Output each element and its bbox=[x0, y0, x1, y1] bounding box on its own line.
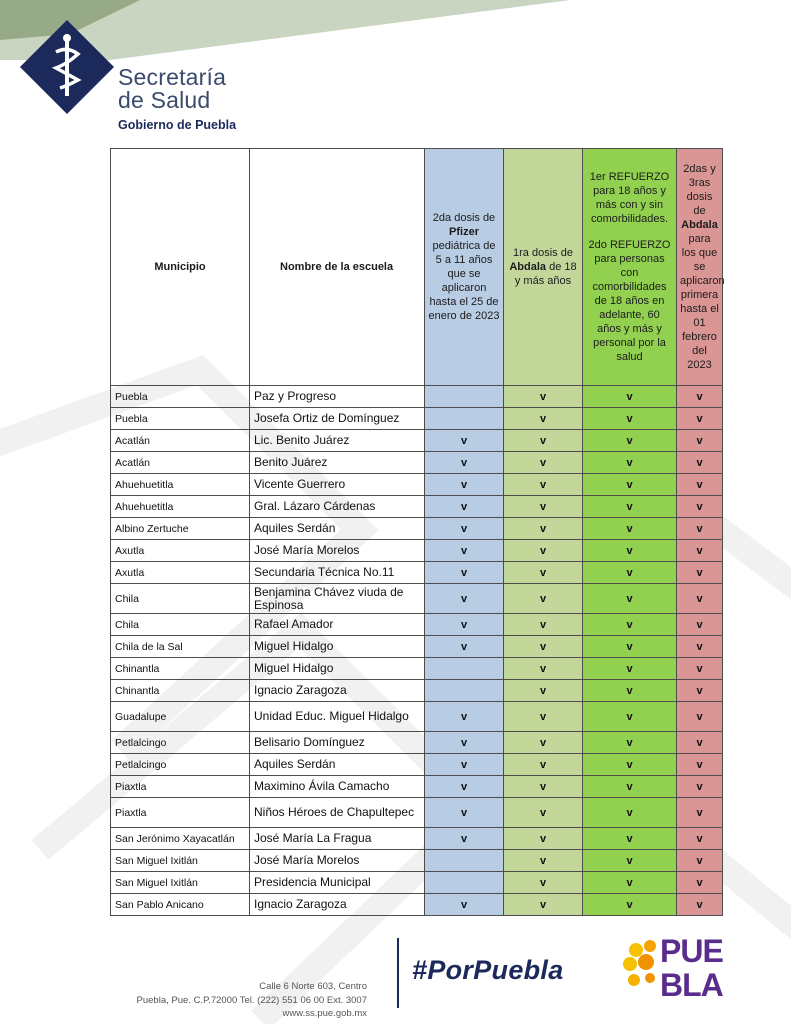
cell-check-col1: v bbox=[425, 702, 504, 732]
cell-check-col2: v bbox=[504, 828, 583, 850]
table-row bbox=[111, 518, 723, 540]
footer-address bbox=[137, 980, 367, 1021]
cell-escuela: Gral. Lázaro Cárdenas bbox=[250, 496, 425, 518]
cell-check-col3: v bbox=[583, 408, 677, 430]
cell-escuela: Lic. Benito Juárez bbox=[250, 430, 425, 452]
cell-check-col2: v bbox=[504, 562, 583, 584]
header-c2-pre: 1ra dosis de bbox=[513, 247, 573, 259]
cell-check-col4: v bbox=[677, 754, 723, 776]
cell-escuela: Rafael Amador bbox=[250, 614, 425, 636]
cell-check-col3: v bbox=[583, 828, 677, 850]
cell-check-col1: v bbox=[425, 584, 504, 614]
cell-municipio: Piaxtla bbox=[111, 776, 250, 798]
cell-check-col2: v bbox=[504, 584, 583, 614]
address-line-3: www.ss.pue.gob.mx bbox=[282, 1008, 367, 1019]
cell-check-col4: v bbox=[677, 702, 723, 732]
header-abdala-second-third-dose bbox=[677, 149, 723, 386]
cell-check-col3: v bbox=[583, 658, 677, 680]
cell-check-col1: v bbox=[425, 496, 504, 518]
cell-check-col3: v bbox=[583, 496, 677, 518]
cell-escuela: Benjamina Chávez viuda de Espinosa bbox=[250, 584, 425, 614]
cell-check-col2: v bbox=[504, 386, 583, 408]
puebla-logo-text-bottom: BLA bbox=[660, 967, 723, 1003]
cell-municipio: Albino Zertuche bbox=[111, 518, 250, 540]
cell-check-col1: v bbox=[425, 562, 504, 584]
cell-check-col3: v bbox=[583, 680, 677, 702]
cell-check-col4: v bbox=[677, 452, 723, 474]
cell-check-col3: v bbox=[583, 754, 677, 776]
cell-municipio: San Miguel Ixitlán bbox=[111, 872, 250, 894]
cell-check-col2: v bbox=[504, 798, 583, 828]
cell-check-col3: v bbox=[583, 540, 677, 562]
cell-check-col4: v bbox=[677, 474, 723, 496]
table-header-row bbox=[111, 149, 723, 386]
table-row bbox=[111, 702, 723, 732]
header-pfizer-second-dose bbox=[425, 149, 504, 386]
table-row bbox=[111, 386, 723, 408]
cell-check-col1 bbox=[425, 386, 504, 408]
cell-check-col2: v bbox=[504, 894, 583, 916]
cell-check-col3: v bbox=[583, 636, 677, 658]
cell-check-col3: v bbox=[583, 474, 677, 496]
cell-municipio: Puebla bbox=[111, 386, 250, 408]
cell-check-col1: v bbox=[425, 474, 504, 496]
title-line-1: Secretaría bbox=[118, 64, 227, 90]
cell-escuela: José María Morelos bbox=[250, 850, 425, 872]
header-c3-part1: 1er REFUERZO para 18 años y más con y sin comorbilidades. bbox=[589, 171, 670, 225]
cell-municipio: Chila de la Sal bbox=[111, 636, 250, 658]
cell-escuela: José María La Fragua bbox=[250, 828, 425, 850]
cell-check-col2: v bbox=[504, 850, 583, 872]
table-row bbox=[111, 798, 723, 828]
address-line-1: Calle 6 Norte 603, Centro bbox=[259, 981, 367, 992]
header-c4-post: para los que se aplicaron primera hasta el 01 febrero del 2023 bbox=[680, 233, 725, 371]
cell-check-col4: v bbox=[677, 732, 723, 754]
cell-municipio: Chinantla bbox=[111, 680, 250, 702]
cell-check-col2: v bbox=[504, 872, 583, 894]
cell-municipio: San Miguel Ixitlán bbox=[111, 850, 250, 872]
gobierno-puebla-subtitle: Gobierno de Puebla bbox=[118, 118, 237, 132]
cell-check-col2: v bbox=[504, 732, 583, 754]
header-c1-pre: 2da dosis de bbox=[432, 212, 496, 224]
header-c3-part2: 2do REFUERZO para personas con comorbilidades de 18 años en adelante, 60 años y más y personal por la salud bbox=[588, 239, 671, 363]
cell-check-col1: v bbox=[425, 430, 504, 452]
cell-check-col4: v bbox=[677, 776, 723, 798]
cell-municipio: Ahuehuetitla bbox=[111, 496, 250, 518]
cell-check-col2: v bbox=[504, 452, 583, 474]
cell-check-col2: v bbox=[504, 754, 583, 776]
puebla-logo-text-top: PUE bbox=[660, 933, 723, 969]
cell-check-col3: v bbox=[583, 452, 677, 474]
cell-check-col1: v bbox=[425, 776, 504, 798]
cell-escuela: Aquiles Serdán bbox=[250, 754, 425, 776]
cell-check-col4: v bbox=[677, 850, 723, 872]
cell-municipio: Piaxtla bbox=[111, 798, 250, 828]
header-c1-bold: Pfizer bbox=[449, 226, 479, 238]
cell-escuela: Ignacio Zaragoza bbox=[250, 894, 425, 916]
header-c2-bold: Abdala bbox=[509, 261, 547, 273]
cell-check-col1: v bbox=[425, 828, 504, 850]
cell-check-col1: v bbox=[425, 732, 504, 754]
table-row bbox=[111, 828, 723, 850]
table-row bbox=[111, 850, 723, 872]
cell-escuela: Miguel Hidalgo bbox=[250, 658, 425, 680]
title-line-2: de Salud bbox=[118, 87, 211, 113]
cell-check-col2: v bbox=[504, 408, 583, 430]
cell-check-col4: v bbox=[677, 408, 723, 430]
cell-municipio: Ahuehuetitla bbox=[111, 474, 250, 496]
table-body bbox=[111, 386, 723, 916]
vaccination-schools-table bbox=[110, 148, 723, 916]
table-row bbox=[111, 636, 723, 658]
cell-check-col3: v bbox=[583, 518, 677, 540]
cell-escuela: Benito Juárez bbox=[250, 452, 425, 474]
cell-check-col4: v bbox=[677, 584, 723, 614]
cell-escuela: Aquiles Serdán bbox=[250, 518, 425, 540]
table-row bbox=[111, 614, 723, 636]
cell-check-col4: v bbox=[677, 496, 723, 518]
table-row bbox=[111, 732, 723, 754]
cell-check-col4: v bbox=[677, 386, 723, 408]
footer-divider bbox=[397, 938, 399, 1008]
cell-check-col4: v bbox=[677, 798, 723, 828]
header-c1-post: pediátrica de 5 a 11 años que se aplicaron hasta el 25 de enero de 2023 bbox=[428, 240, 500, 322]
table-row bbox=[111, 562, 723, 584]
cell-municipio: Axutla bbox=[111, 562, 250, 584]
table-row bbox=[111, 452, 723, 474]
cell-municipio: Guadalupe bbox=[111, 702, 250, 732]
cell-check-col3: v bbox=[583, 702, 677, 732]
cell-check-col4: v bbox=[677, 828, 723, 850]
header-c2-post: de 18 y más años bbox=[514, 261, 577, 287]
cell-escuela: Maximino Ávila Camacho bbox=[250, 776, 425, 798]
cell-check-col2: v bbox=[504, 614, 583, 636]
cell-municipio: Petlalcingo bbox=[111, 754, 250, 776]
cell-municipio: Chila bbox=[111, 614, 250, 636]
cell-check-col1 bbox=[425, 658, 504, 680]
cell-municipio: Axutla bbox=[111, 540, 250, 562]
table-row bbox=[111, 430, 723, 452]
cell-check-col3: v bbox=[583, 872, 677, 894]
por-puebla-hashtag: #PorPuebla bbox=[412, 955, 564, 985]
cell-check-col2: v bbox=[504, 540, 583, 562]
cell-check-col4: v bbox=[677, 562, 723, 584]
cell-check-col1 bbox=[425, 850, 504, 872]
cell-check-col3: v bbox=[583, 894, 677, 916]
cell-check-col3: v bbox=[583, 584, 677, 614]
header-booster-doses bbox=[583, 149, 677, 386]
cell-escuela: Belisario Domínguez bbox=[250, 732, 425, 754]
table-row bbox=[111, 408, 723, 430]
cell-escuela: Vicente Guerrero bbox=[250, 474, 425, 496]
table-row bbox=[111, 754, 723, 776]
cell-check-col2: v bbox=[504, 658, 583, 680]
header-municipio: Municipio bbox=[111, 149, 250, 386]
cell-escuela: Niños Héroes de Chapultepec bbox=[250, 798, 425, 828]
header-c4-pre: 2das y 3ras dosis de bbox=[683, 163, 716, 217]
cell-check-col3: v bbox=[583, 386, 677, 408]
cell-check-col4: v bbox=[677, 614, 723, 636]
cell-escuela: Paz y Progreso bbox=[250, 386, 425, 408]
cell-check-col4: v bbox=[677, 680, 723, 702]
table-row bbox=[111, 474, 723, 496]
table-row bbox=[111, 680, 723, 702]
cell-check-col2: v bbox=[504, 702, 583, 732]
cell-check-col3: v bbox=[583, 798, 677, 828]
cell-check-col1: v bbox=[425, 798, 504, 828]
cell-municipio: Acatlán bbox=[111, 430, 250, 452]
cell-municipio: Puebla bbox=[111, 408, 250, 430]
cell-check-col3: v bbox=[583, 614, 677, 636]
cell-municipio: Chinantla bbox=[111, 658, 250, 680]
cell-check-col2: v bbox=[504, 776, 583, 798]
cell-check-col3: v bbox=[583, 562, 677, 584]
cell-check-col1 bbox=[425, 680, 504, 702]
cell-check-col1: v bbox=[425, 540, 504, 562]
cell-check-col4: v bbox=[677, 894, 723, 916]
cell-check-col1: v bbox=[425, 518, 504, 540]
cell-check-col4: v bbox=[677, 518, 723, 540]
table-row bbox=[111, 540, 723, 562]
cell-check-col3: v bbox=[583, 776, 677, 798]
cell-check-col2: v bbox=[504, 474, 583, 496]
cell-check-col4: v bbox=[677, 658, 723, 680]
cell-municipio: San Pablo Anicano bbox=[111, 894, 250, 916]
cell-check-col2: v bbox=[504, 636, 583, 658]
cell-check-col4: v bbox=[677, 540, 723, 562]
table-row bbox=[111, 496, 723, 518]
header-banner-shape bbox=[0, 0, 791, 60]
address-line-2: Puebla, Pue. C.P.72000 Tel. (222) 551 06 00 Ext. 3007 bbox=[136, 994, 367, 1006]
cell-escuela: Ignacio Zaragoza bbox=[250, 680, 425, 702]
cell-check-col4: v bbox=[677, 872, 723, 894]
header-abdala-first-dose bbox=[504, 149, 583, 386]
cell-check-col1: v bbox=[425, 614, 504, 636]
cell-check-col1: v bbox=[425, 452, 504, 474]
cell-check-col3: v bbox=[583, 430, 677, 452]
cell-escuela: Presidencia Municipal bbox=[250, 872, 425, 894]
cell-municipio: Petlalcingo bbox=[111, 732, 250, 754]
cell-check-col1 bbox=[425, 872, 504, 894]
cell-municipio: Acatlán bbox=[111, 452, 250, 474]
cell-municipio: Chila bbox=[111, 584, 250, 614]
cell-escuela: Miguel Hidalgo bbox=[250, 636, 425, 658]
cell-municipio: San Jerónimo Xayacatlán bbox=[111, 828, 250, 850]
cell-check-col2: v bbox=[504, 430, 583, 452]
header-c4-bold: Abdala bbox=[681, 219, 718, 231]
cell-check-col2: v bbox=[504, 496, 583, 518]
cell-escuela: José María Morelos bbox=[250, 540, 425, 562]
table-row bbox=[111, 584, 723, 614]
cell-escuela: Josefa Ortiz de Domínguez bbox=[250, 408, 425, 430]
cell-check-col3: v bbox=[583, 850, 677, 872]
table-row bbox=[111, 872, 723, 894]
table-row bbox=[111, 894, 723, 916]
secretaria-salud-title bbox=[118, 66, 226, 112]
cell-escuela: Unidad Educ. Miguel Hidalgo bbox=[250, 702, 425, 732]
table-row bbox=[111, 658, 723, 680]
cell-escuela: Secundaria Técnica No.11 bbox=[250, 562, 425, 584]
cell-check-col1: v bbox=[425, 894, 504, 916]
cell-check-col4: v bbox=[677, 636, 723, 658]
cell-check-col2: v bbox=[504, 518, 583, 540]
cell-check-col4: v bbox=[677, 430, 723, 452]
cell-check-col2: v bbox=[504, 680, 583, 702]
cell-check-col1 bbox=[425, 408, 504, 430]
table-row bbox=[111, 776, 723, 798]
cell-check-col1: v bbox=[425, 754, 504, 776]
cell-check-col1: v bbox=[425, 636, 504, 658]
header-escuela: Nombre de la escuela bbox=[250, 149, 425, 386]
cell-check-col3: v bbox=[583, 732, 677, 754]
health-caduceus-logo-icon bbox=[18, 18, 116, 116]
